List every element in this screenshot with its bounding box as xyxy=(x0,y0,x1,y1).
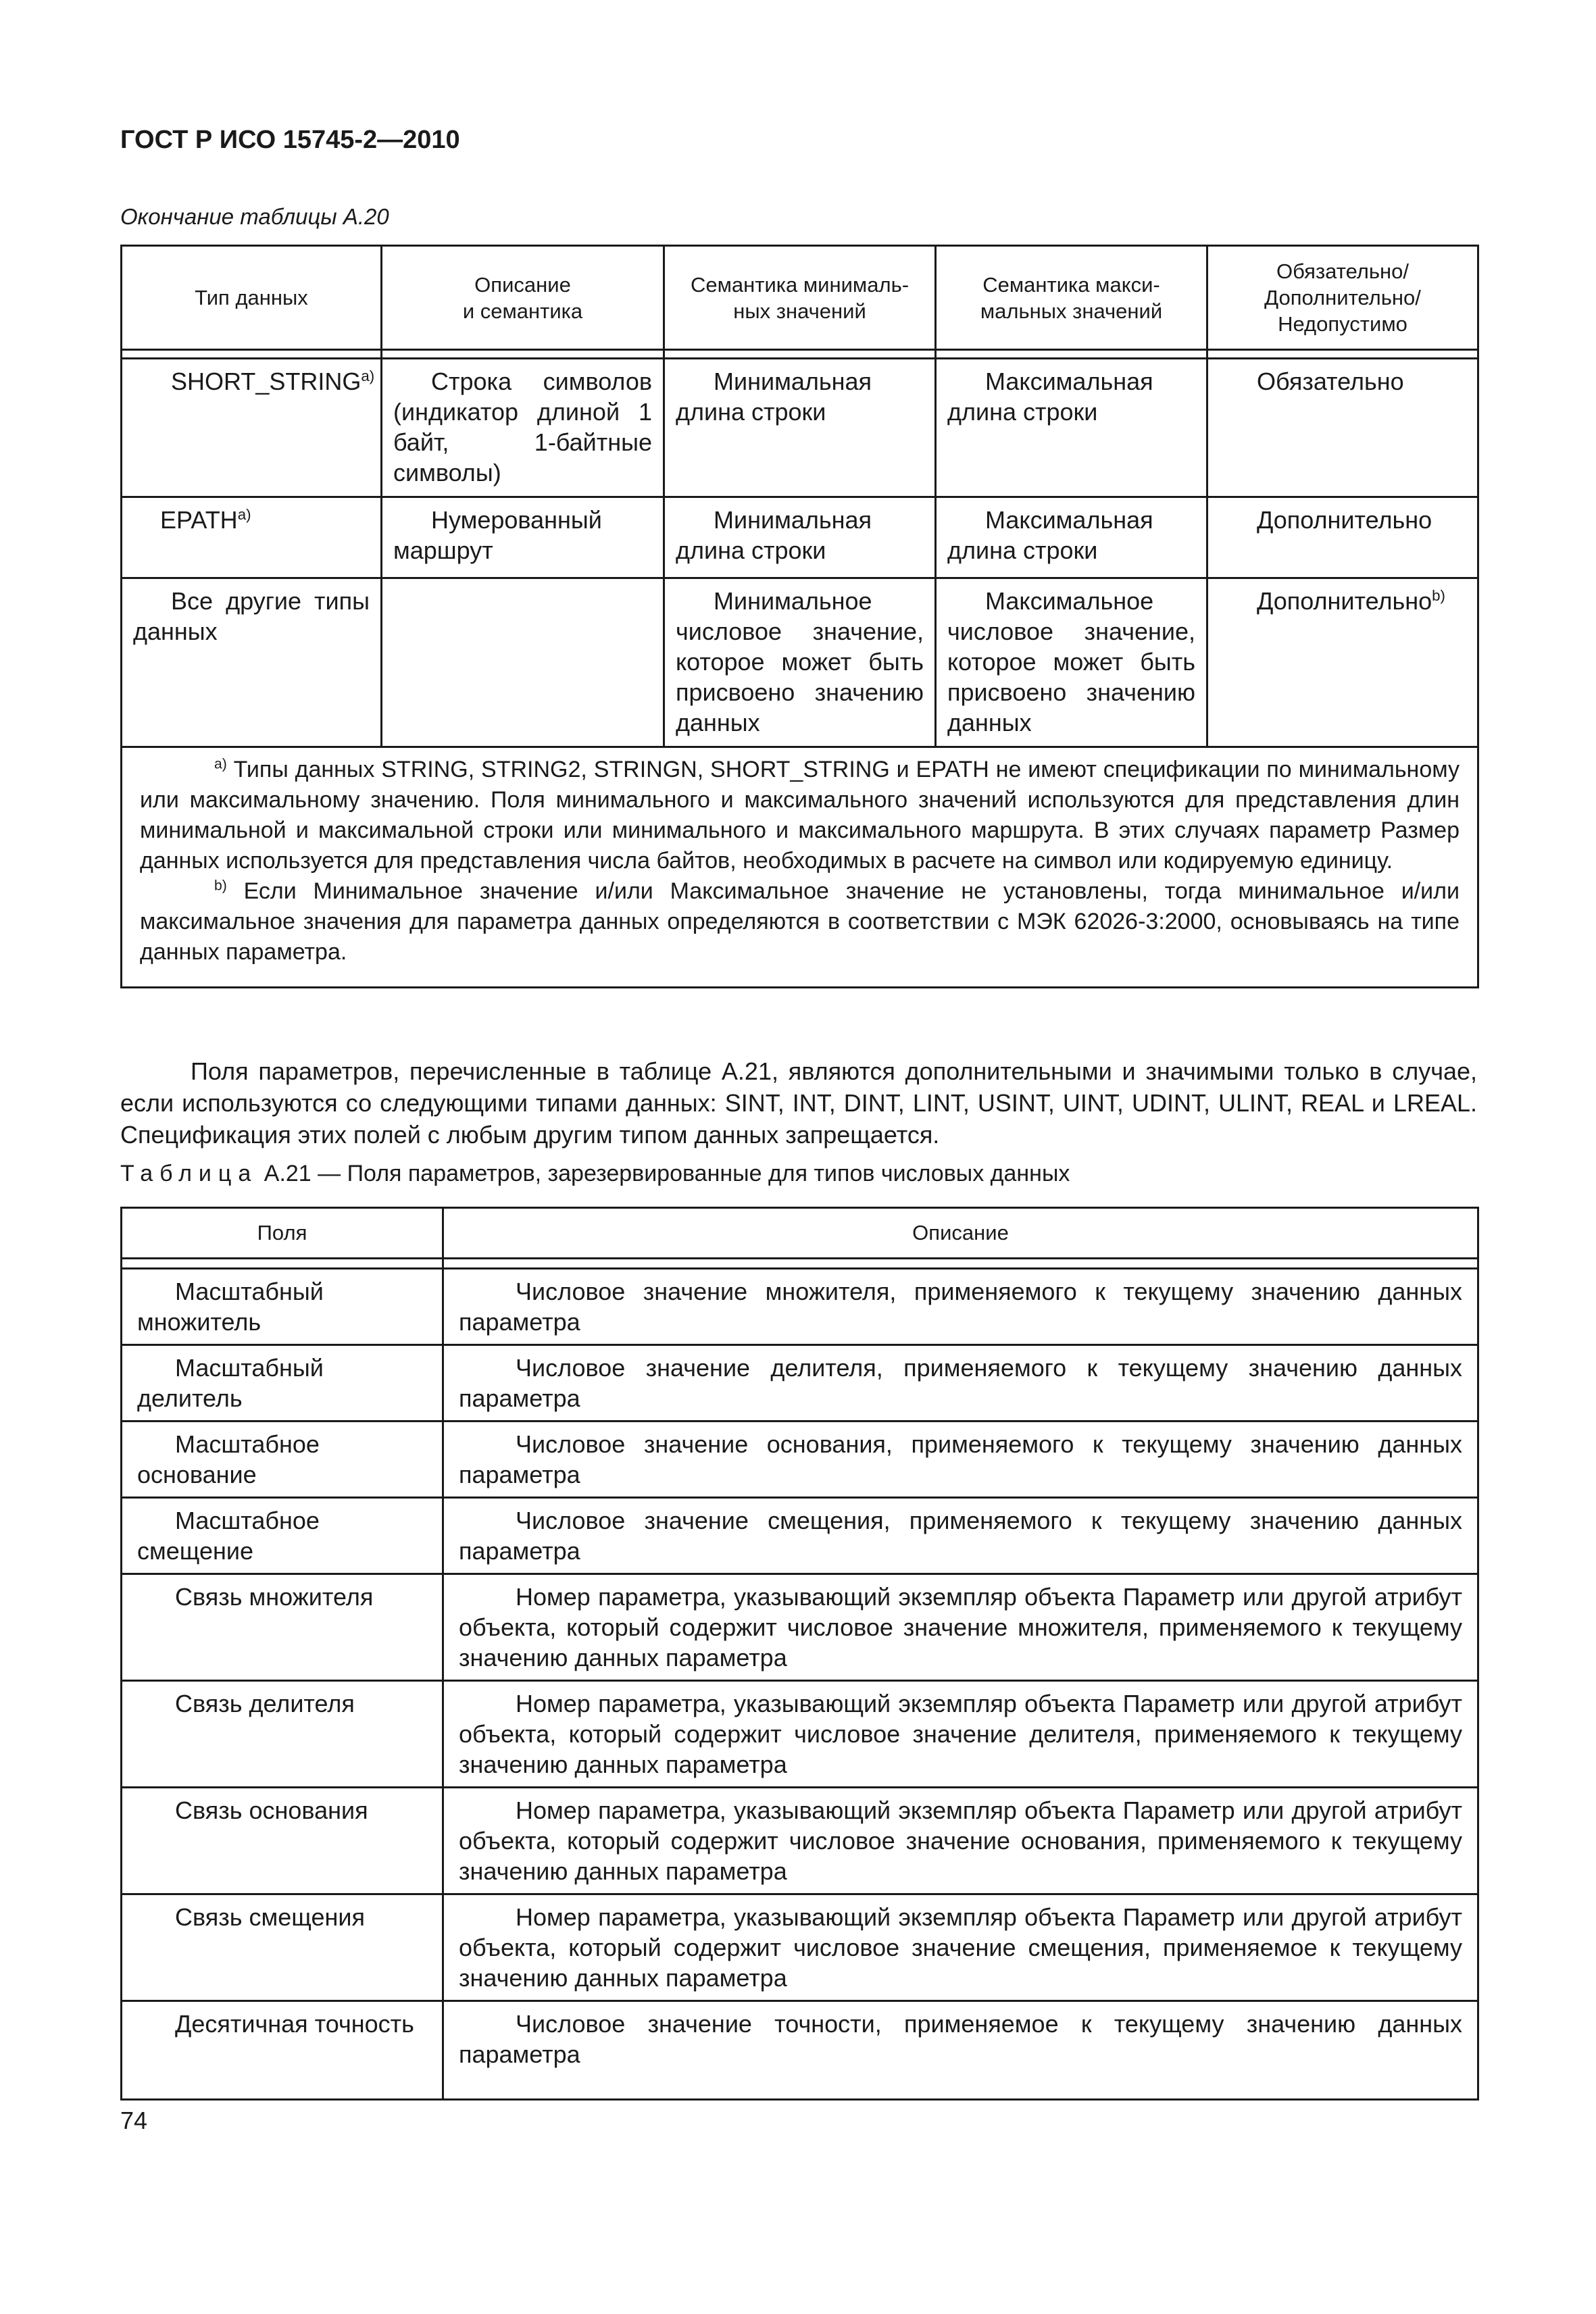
table-row xyxy=(122,1574,1478,1681)
col-header-requirement: Обязательно/ Дополнительно/ Недопустимо xyxy=(1207,246,1478,350)
cell-field: Связь смещения xyxy=(122,1894,443,2001)
cell-field: Масштабное смещение xyxy=(122,1498,443,1574)
cell-requirement: Дополнительно xyxy=(1207,497,1478,578)
col-header-description: Описание xyxy=(443,1208,1478,1259)
page-header: ГОСТ Р ИСО 15745-2—2010 xyxy=(120,126,460,154)
cell-min: Минимальное числовое значение, которое может быть присвоено значению данных xyxy=(664,578,936,747)
body-paragraph: Поля параметров, перечисленные в таблице А.21, являются дополнительными и значимыми только в случае, если используются со следующими типами данных: SINT, INT, DINT, LINT, USINT, UINT, UDINT, ULINT, REAL и LREAL. Спецификация этих полей с любым другим типом данных запрещается. xyxy=(120,1057,1477,1149)
cell-requirement: Обязательно xyxy=(1207,359,1478,497)
cell-field: Масштабный делитель xyxy=(122,1345,443,1422)
table-a21 xyxy=(120,1207,1479,2101)
cell-description: Числовое значение точности, применяемое к текущему значению данных параметра xyxy=(443,2001,1478,2100)
cell-description: Числовое значение основания, применяемого к текущему значению данных параметра xyxy=(443,1422,1478,1498)
cell-requirement: Дополнительно$^{b)}$ xyxy=(1207,578,1478,747)
cell-description: Числовое значение смещения, применяемого к текущему значению данных параметра xyxy=(443,1498,1478,1574)
cell-description: Номер параметра, указывающий экземпляр объекта Параметр или другой атрибут объекта, который содержит числовое значение основания, применяемого к текущему значению данных параметра xyxy=(443,1788,1478,1894)
table-row xyxy=(122,578,1478,747)
table-row xyxy=(122,1498,1478,1574)
col-header-type: Тип данных xyxy=(122,246,382,350)
cell-description: Номер параметра, указывающий экземпляр объекта Параметр или другой атрибут объекта, который содержит числовое значение делителя, применяемого к текущему значению данных параметра xyxy=(443,1681,1478,1788)
table-a20 xyxy=(120,245,1479,988)
cell-field: Связь делителя xyxy=(122,1681,443,1788)
cell-min: Минимальная длина строки xyxy=(664,359,936,497)
cell-description: Строка символов (индикатор длиной 1 байт, 1-байтные символы) xyxy=(382,359,664,497)
table-a21-caption: Таблица А.21 — Поля параметров, зарезервированные для типов числовых данных xyxy=(120,1161,1070,1186)
table-row xyxy=(122,1269,1478,1345)
col-header-min-semantics: Семантика минималь- ных значений xyxy=(664,246,936,350)
table-row xyxy=(122,1681,1478,1788)
table-row xyxy=(122,359,1478,497)
table-row xyxy=(122,1894,1478,2001)
cell-field: Десятичная точность xyxy=(122,2001,443,2100)
cell-field: Масштабное основание xyxy=(122,1422,443,1498)
page-number: 74 xyxy=(120,2107,148,2134)
header-separator xyxy=(122,1259,1478,1269)
table-row xyxy=(122,1788,1478,1894)
cell-description: Номер параметра, указывающий экземпляр объекта Параметр или другой атрибут объекта, который содержит числовое значение множителя, применяемого к текущему значению данных параметра xyxy=(443,1574,1478,1681)
cell-max: Максимальная длина строки xyxy=(936,497,1207,578)
col-header-fields: Поля xyxy=(122,1208,443,1259)
table-row xyxy=(122,497,1478,578)
table-row xyxy=(122,1422,1478,1498)
cell-max: Максимальное числовое значение, которое может быть присвоено значению данных xyxy=(936,578,1207,747)
col-header-description: Описание и семантика xyxy=(382,246,664,350)
cell-type: SHORT_STRING$^{a)}$ xyxy=(122,359,382,497)
cell-description: Числовое значение множителя, применяемого к текущему значению данных параметра xyxy=(443,1269,1478,1345)
cell-field: Масштабный множитель xyxy=(122,1269,443,1345)
cell-description: Номер параметра, указывающий экземпляр объекта Параметр или другой атрибут объекта, который содержит числовое значение смещения, применяемое к текущему значению данных параметра xyxy=(443,1894,1478,2001)
table-notes xyxy=(122,747,1478,988)
cell-description: Нумерованный маршрут xyxy=(382,497,664,578)
col-header-max-semantics: Семантика макси- мальных значений xyxy=(936,246,1207,350)
table-header-row xyxy=(122,1208,1478,1259)
table-row xyxy=(122,2001,1478,2100)
cell-field: Связь множителя xyxy=(122,1574,443,1681)
cell-type: EPATH$^{a)}$ xyxy=(122,497,382,578)
cell-max: Максимальная длина строки xyxy=(936,359,1207,497)
cell-type: Все другие типы данных xyxy=(122,578,382,747)
note-b: $^{b)}$ Если Минимальное значение и/или Максимальное значение не установлены, тогда минимальное и/или максимальное значения для параметра данных определяются в соответствии с МЭК 62026-3:2000, основываясь на типе данных параметра. xyxy=(140,878,1460,965)
table-notes-row xyxy=(122,747,1478,988)
cell-description xyxy=(382,578,664,747)
cell-field: Связь основания xyxy=(122,1788,443,1894)
table-header-row xyxy=(122,246,1478,350)
table-row xyxy=(122,1345,1478,1422)
table-continuation-label: Окончание таблицы А.20 xyxy=(120,204,389,229)
cell-description: Числовое значение делителя, применяемого к текущему значению данных параметра xyxy=(443,1345,1478,1422)
header-separator xyxy=(122,350,1478,359)
note-a: $^{a)}$ Типы данных STRING, STRING2, STRINGN, SHORT_STRING и EPATH не имеют спецификации по минимальному или максимальному значению. Поля минимального и максимального значений используются для представления длин минимальной и максимальной строки или минимального и максимального маршрута. В этих случаях параметр Размер данных используется для представления числа байтов, необходимых в расчете на символ или кодируемую единицу. xyxy=(140,756,1460,874)
cell-min: Минимальная длина строки xyxy=(664,497,936,578)
